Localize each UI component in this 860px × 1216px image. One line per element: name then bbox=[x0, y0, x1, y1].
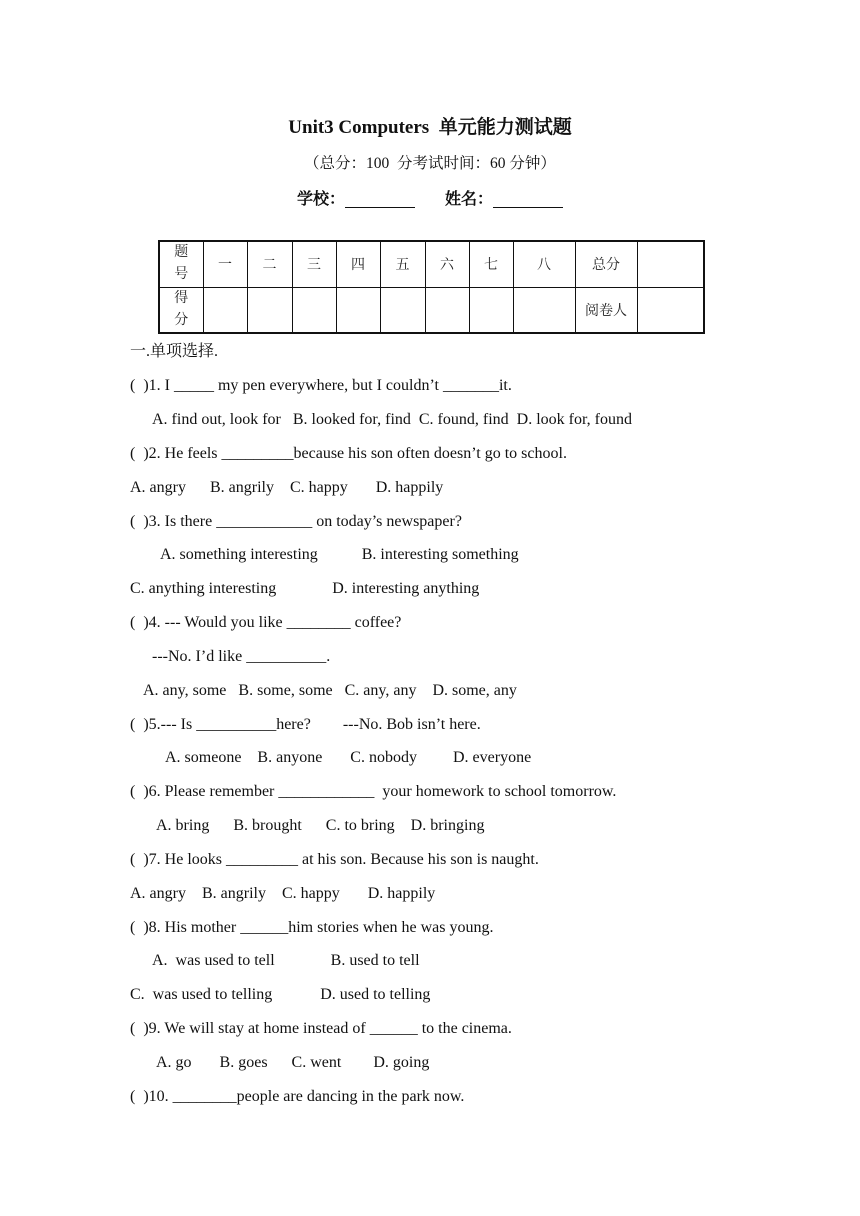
question-8-options-cd: C. was used to telling D. used to telling bbox=[130, 986, 431, 1003]
score-cell[interactable] bbox=[469, 287, 513, 333]
question-9-options: A. go B. goes C. went D. going bbox=[156, 1054, 430, 1071]
score-row-values bbox=[159, 287, 704, 333]
cell-header-blank bbox=[637, 241, 704, 287]
question-1-options: A. find out, look for B. looked for, find C. found, find D. look for, found bbox=[152, 411, 632, 428]
question-6: ( )6. Please remember ____________ your homework to school tomorrow. bbox=[130, 783, 617, 800]
cell-question-number: 题 号 bbox=[159, 241, 203, 287]
score-cell[interactable] bbox=[247, 287, 292, 333]
question-9: ( )9. We will stay at home instead of ______ to the cinema. bbox=[130, 1020, 512, 1037]
question-5: ( )5.--- Is __________here? ---No. Bob isn’t here. bbox=[130, 716, 481, 733]
cell-header-8: 八 bbox=[513, 241, 575, 287]
question-3: ( )3. Is there ____________ on today’s newspaper? bbox=[130, 513, 462, 530]
question-8-options-ab: A. was used to tell B. used to tell bbox=[152, 952, 420, 969]
section-heading: 一.单项选择. bbox=[130, 343, 219, 360]
score-cell[interactable] bbox=[513, 287, 575, 333]
name-label: 姓名： bbox=[445, 191, 494, 208]
cell-header-6: 六 bbox=[425, 241, 469, 287]
reviewer-cell[interactable] bbox=[637, 287, 704, 333]
question-4-options: A. any, some B. some, some C. any, any D. some, any bbox=[143, 682, 517, 699]
score-cell[interactable] bbox=[380, 287, 425, 333]
question-1: ( )1. I _____ my pen everywhere, but I couldn’t _______it. bbox=[130, 377, 512, 394]
score-cell[interactable] bbox=[203, 287, 247, 333]
page-title: Unit3 Computers 单元能力测试题 bbox=[288, 117, 572, 138]
score-cell[interactable] bbox=[336, 287, 380, 333]
school-name-line bbox=[0, 191, 860, 208]
cell-score-label: 得 分 bbox=[159, 287, 203, 333]
name-blank[interactable] bbox=[493, 191, 563, 208]
cell-header-2: 二 bbox=[247, 241, 292, 287]
score-row-headers bbox=[159, 241, 704, 287]
question-5-options: A. someone B. anyone C. nobody D. everyone bbox=[165, 749, 532, 766]
question-3-options-ab: A. something interesting B. interesting something bbox=[160, 546, 519, 563]
question-2-options: A. angry B. angrily C. happy D. happily bbox=[130, 479, 444, 496]
cell-reviewer-label: 阅卷人 bbox=[575, 287, 637, 333]
school-blank[interactable] bbox=[345, 191, 415, 208]
question-3-options-cd: C. anything interesting D. interesting anything bbox=[130, 580, 480, 597]
question-6-options: A. bring B. brought C. to bring D. bringing bbox=[156, 817, 485, 834]
cell-header-3: 三 bbox=[292, 241, 336, 287]
question-4: ( )4. --- Would you like ________ coffee? bbox=[130, 614, 402, 631]
cell-header-total: 总分 bbox=[575, 241, 637, 287]
question-4-reply: ---No. I’d like __________. bbox=[152, 648, 331, 665]
question-2: ( )2. He feels _________because his son often doesn’t go to school. bbox=[130, 445, 567, 462]
score-cell[interactable] bbox=[425, 287, 469, 333]
question-8: ( )8. His mother ______him stories when he was young. bbox=[130, 919, 494, 936]
score-table bbox=[158, 240, 705, 334]
cell-header-5: 五 bbox=[380, 241, 425, 287]
school-label: 学校： bbox=[296, 191, 345, 208]
cell-header-7: 七 bbox=[469, 241, 513, 287]
question-10: ( )10. ________people are dancing in the park now. bbox=[130, 1088, 465, 1105]
exam-info: （总分：100 分考试时间：60 分钟） bbox=[304, 155, 556, 172]
question-7-options: A. angry B. angrily C. happy D. happily bbox=[130, 885, 436, 902]
cell-header-1: 一 bbox=[203, 241, 247, 287]
score-cell[interactable] bbox=[292, 287, 336, 333]
question-7: ( )7. He looks _________ at his son. Because his son is naught. bbox=[130, 851, 539, 868]
cell-header-4: 四 bbox=[336, 241, 380, 287]
